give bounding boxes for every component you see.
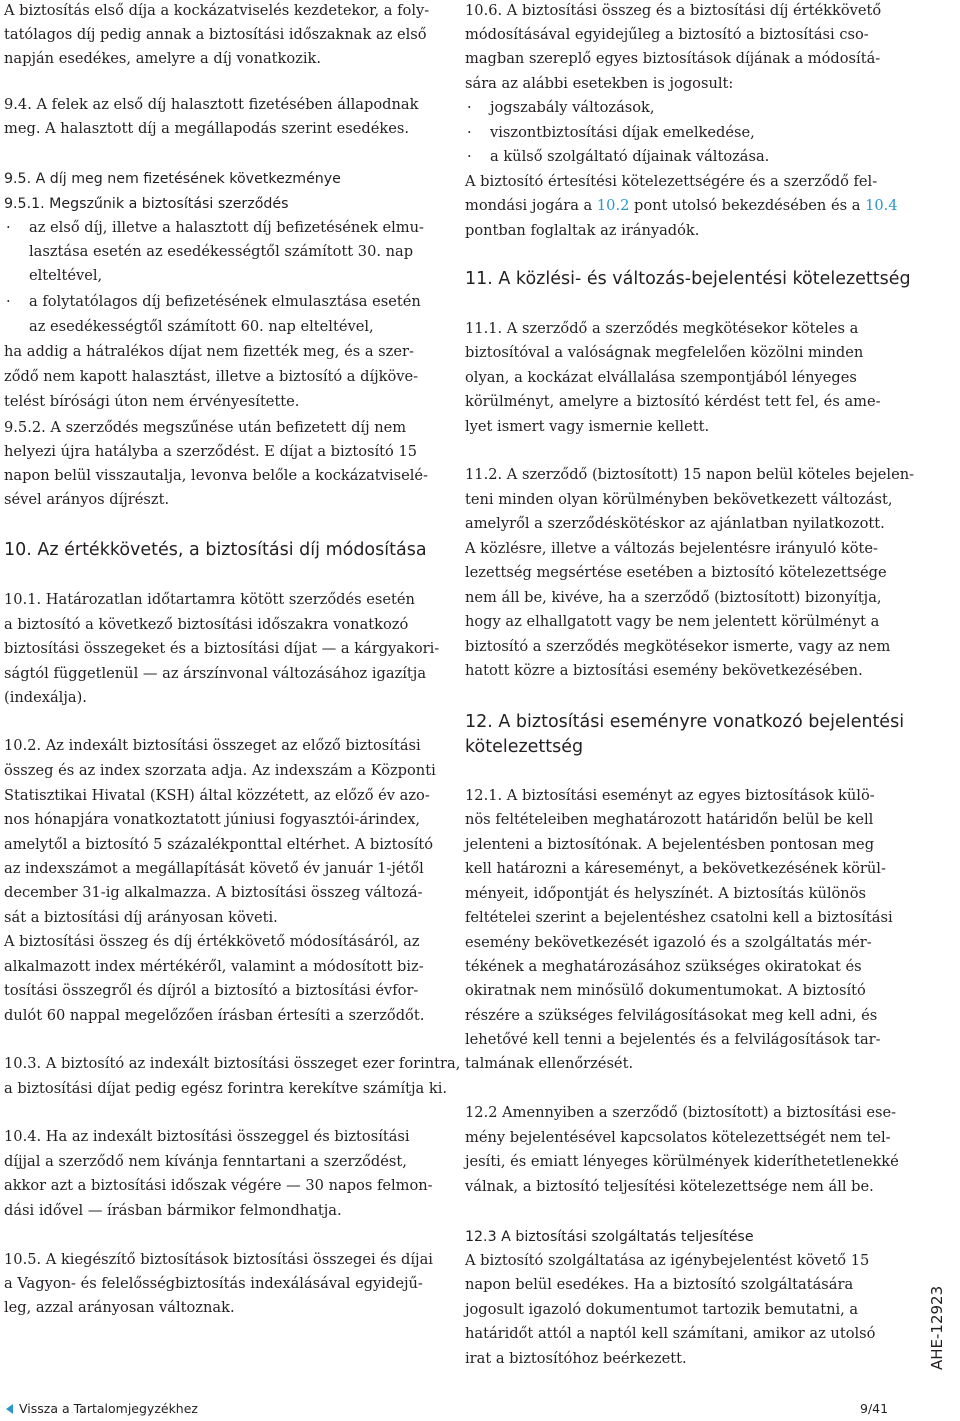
back-to-contents-label: Vissza a Tartalomjegyzékhez bbox=[19, 1401, 198, 1416]
section-9-5-title: 9.5. A díj meg nem fizetésének következménye bbox=[4, 171, 341, 187]
bullet-dot: · bbox=[467, 148, 472, 165]
bullet-dot: · bbox=[6, 293, 11, 310]
back-to-contents-link[interactable] bbox=[6, 1400, 198, 1418]
heading-11: 11. A közlési- és változás-bejelentési kötelezettség bbox=[465, 269, 911, 289]
reference-link-10-4[interactable]: 10.4 bbox=[865, 197, 898, 214]
section-12-3-title: 12.3 A biztosítási szolgáltatás teljesítése bbox=[465, 1229, 754, 1245]
heading-10: 10. Az értékkövetés, a biztosítási díj módosítása bbox=[4, 540, 427, 560]
back-arrow-icon bbox=[6, 1404, 13, 1414]
bullet-dot: · bbox=[467, 124, 472, 141]
reference-link-10-2[interactable]: 10.2 bbox=[596, 197, 630, 214]
document-code: AHE-12923 bbox=[928, 1285, 946, 1370]
page-number: 9/41 bbox=[860, 1401, 889, 1416]
bullet-dot: · bbox=[6, 219, 11, 236]
section-9-5-1-title: 9.5.1. Megszűnik a biztosítási szerződés bbox=[4, 196, 289, 212]
bullet-dot: · bbox=[467, 99, 472, 116]
